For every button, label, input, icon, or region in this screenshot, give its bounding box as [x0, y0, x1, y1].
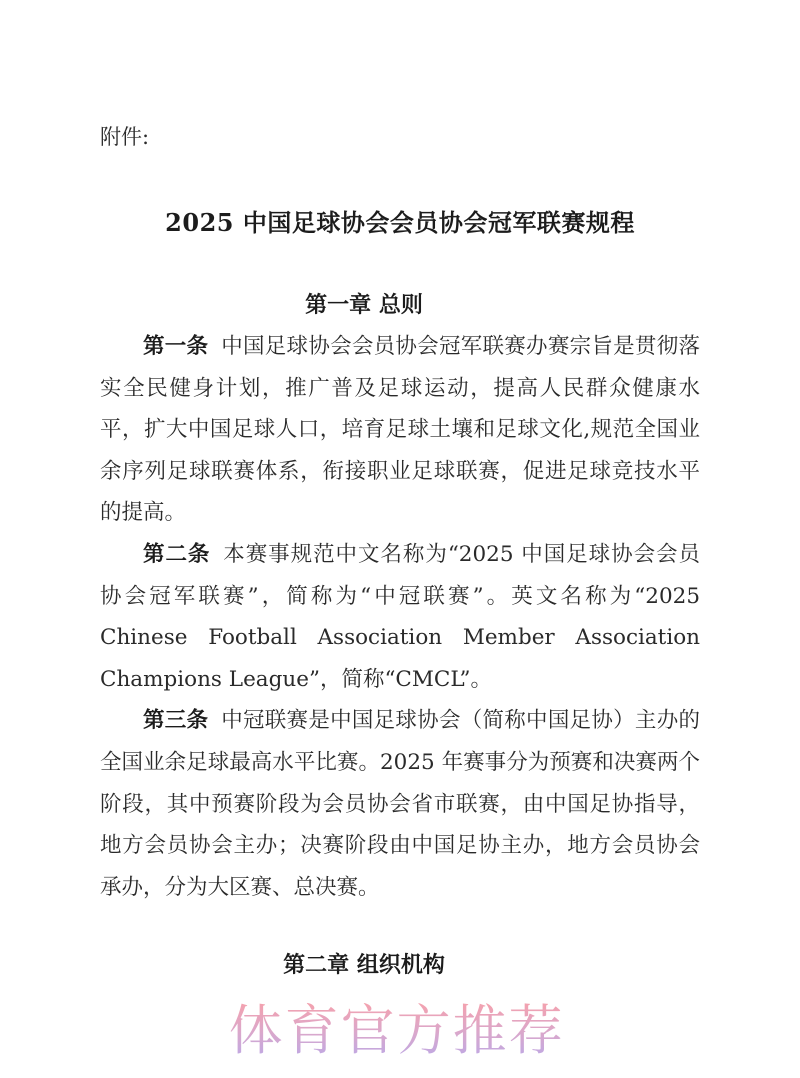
article-2 [100, 534, 700, 700]
article-3 [100, 700, 700, 908]
document-title: 2025 中国足球协会会员协会冠军联赛规程 [165, 208, 635, 237]
article-2-text: 本赛事规范中文名称为“2025 中国足球协会会员协会冠军联赛”，简称为“中冠联赛”。英文名称为“2025 Chinese Football Association Member Association Champions League”，简称“CMCL”。 [100, 541, 700, 692]
article-1-text: 中国足球协会会员协会冠军联赛办赛宗旨是贯彻落实全民健身计划，推广普及足球运动，提高人民群众健康水平，扩大中国足球人口，培育足球土壤和足球文化,规范全国业余序列足球联赛体系，衔接职业足球联赛，促进足球竞技水平的提高。 [100, 334, 700, 526]
watermark-text: 体育官方推荐 [228, 999, 565, 1062]
attachment-label: 附件: [100, 125, 150, 149]
document-content-column [100, 0, 700, 980]
article-3-text: 中冠联赛是中国足球协会（简称中国足协）主办的全国业余足球最高水平比赛。2025 年赛事分为预赛和决赛两个阶段，其中预赛阶段为会员协会省市联赛，由中国足协指导，地方会员协会主办；决赛阶段由中国足协主办，地方会员协会承办，分为大区赛、总决赛。 [100, 708, 700, 900]
chapter-2-heading: 第二章 组织机构 [283, 953, 445, 979]
article-2-label: 第二条 [143, 541, 211, 567]
chapter-1-heading: 第一章 总则 [305, 293, 423, 318]
article-3-label: 第三条 [143, 708, 209, 734]
chapter-1-articles [100, 326, 700, 908]
article-1 [100, 326, 700, 534]
article-1-label: 第一条 [143, 334, 209, 359]
